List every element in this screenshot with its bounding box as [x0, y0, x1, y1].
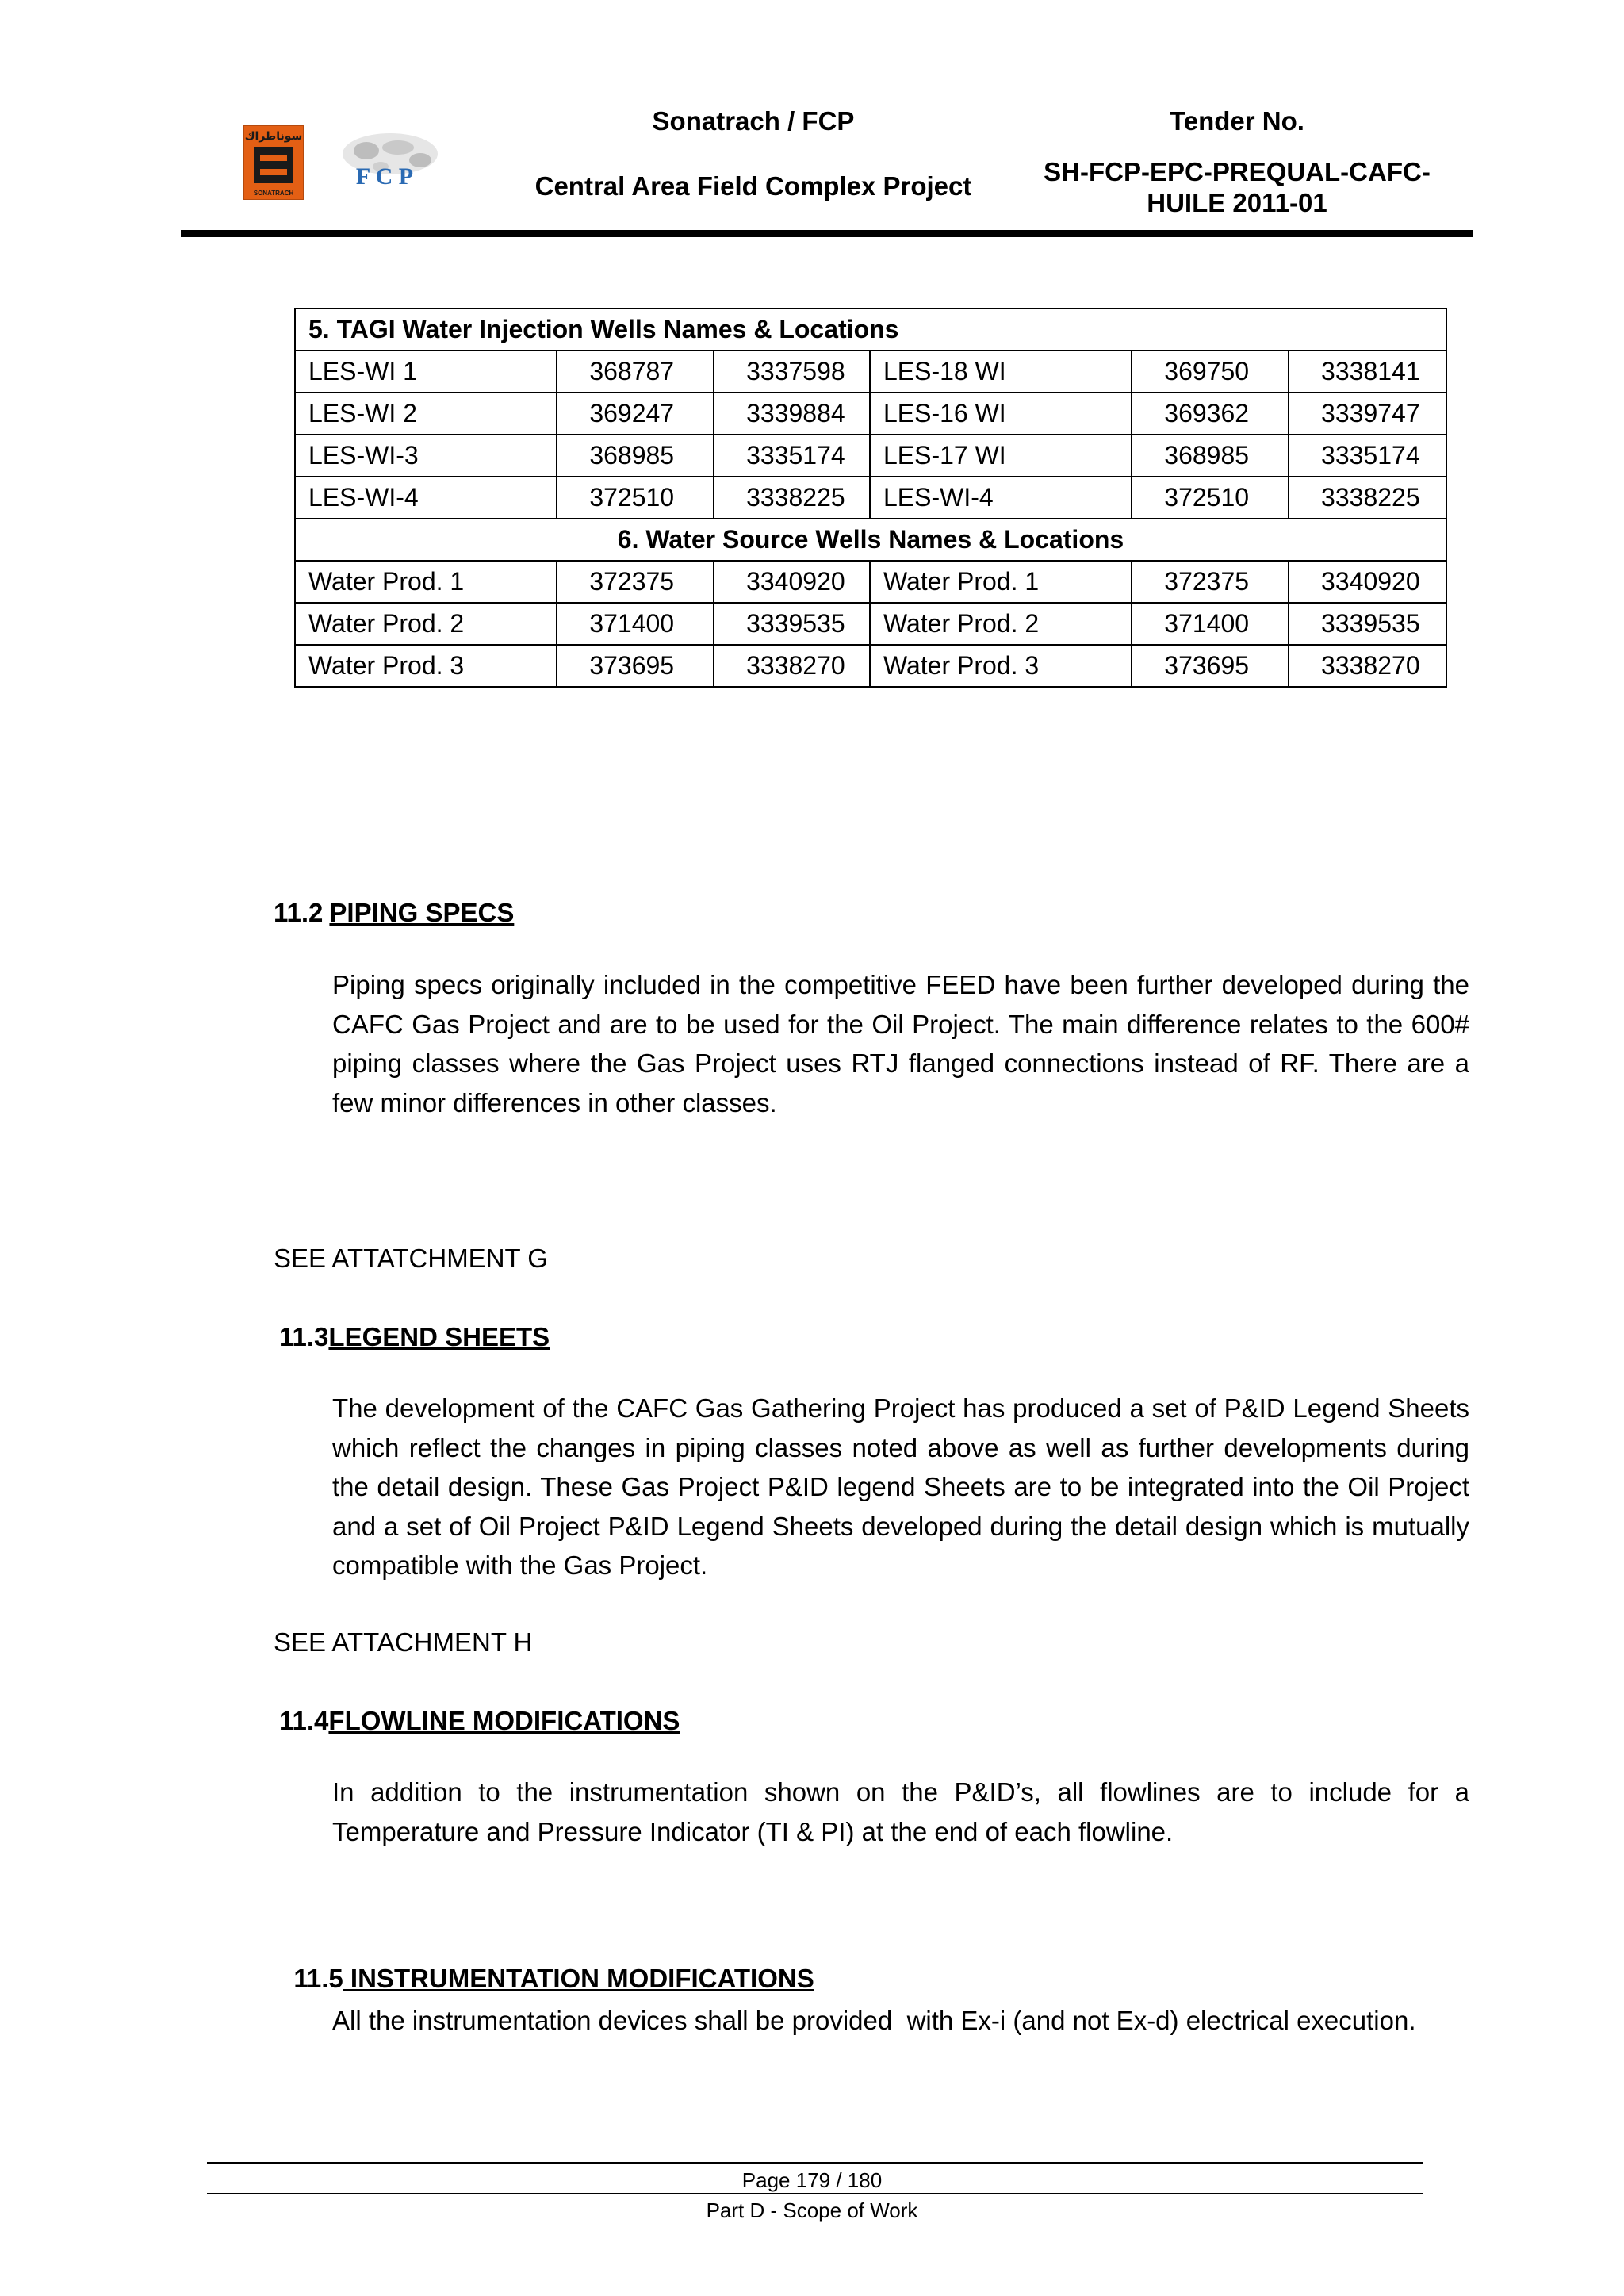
easting-cell: 369362 [1132, 393, 1289, 435]
footer-page-number: Page 179 / 180 [741, 2168, 883, 2192]
section-11-4-heading [279, 1706, 680, 1736]
easting-cell: 372375 [557, 561, 714, 603]
well-name-cell: LES-18 WI [870, 351, 1132, 393]
easting-cell: 371400 [1132, 603, 1289, 645]
well-name-cell: Water Prod. 3 [870, 645, 1132, 687]
northing-cell: 3335174 [714, 435, 870, 477]
well-name-cell: LES-WI-3 [295, 435, 557, 477]
northing-cell: 3339535 [714, 603, 870, 645]
header-tender-no-1: SH-FCP-EPC-PREQUAL-CAFC- [1044, 157, 1431, 186]
see-attachment-g: SEE ATTATCHMENT G [274, 1244, 548, 1273]
see-attachment-h: SEE ATTACHMENT H [274, 1627, 533, 1657]
northing-cell: 3335174 [1289, 435, 1446, 477]
sonatrach-logo-arabic: سوناطراك [244, 129, 303, 142]
easting-cell: 369750 [1132, 351, 1289, 393]
northing-cell: 3338270 [714, 645, 870, 687]
section-11-2-body: Piping specs originally included in the competitive FEED have been further developed during the CAFC Gas Project and are to be used for the Oil Project. The main difference relates to the 600# piping classes where the Gas Project uses RTJ flanged connections instead of RF. There are a few minor differences in other classes. [332, 970, 1469, 1117]
section-11-3-body: The development of the CAFC Gas Gathering Project has produced a set of P&ID Legend Sheets which reflect the changes in piping classes noted above as well as further developments during the detail design. These Gas Project P&ID legend Sheets are to be integrated into the Oil Project and a set of Oil Project P&ID Legend Sheets developed during the detail design which is mutually compatible with the Gas Project. [332, 1393, 1469, 1580]
well-name-cell: LES-WI 1 [295, 351, 557, 393]
section-11-3-heading [279, 1322, 550, 1352]
sonatrach-logo [243, 125, 304, 200]
table-section-5-header [295, 309, 1446, 351]
fcp-logo-text: F C P [355, 163, 414, 190]
northing-cell: 3338225 [714, 477, 870, 519]
easting-cell: 368787 [557, 351, 714, 393]
fcp-logo [325, 127, 444, 198]
well-name-cell: Water Prod. 1 [295, 561, 557, 603]
wells-table [294, 308, 1447, 688]
table-row [295, 477, 1446, 519]
table-row [295, 435, 1446, 477]
header-company: Sonatrach / FCP [652, 106, 855, 136]
table-section-6-header [295, 519, 1446, 561]
sonatrach-logo-word: SONATRACH [253, 190, 294, 197]
section-number: 11.3 [279, 1322, 329, 1351]
table-row [295, 561, 1446, 603]
well-name-cell: Water Prod. 3 [295, 645, 557, 687]
well-name-cell: LES-WI-4 [295, 477, 557, 519]
well-name-cell: LES-16 WI [870, 393, 1132, 435]
header-tender-label: Tender No. [1170, 106, 1304, 136]
header-divider [181, 230, 1473, 237]
northing-cell: 3339884 [714, 393, 870, 435]
table-row [295, 603, 1446, 645]
easting-cell: 369247 [557, 393, 714, 435]
easting-cell: 368985 [1132, 435, 1289, 477]
table-row [295, 393, 1446, 435]
section-number: 11.5 [293, 1964, 343, 1993]
well-name-cell: LES-17 WI [870, 435, 1132, 477]
northing-cell: 3340920 [1289, 561, 1446, 603]
northing-cell: 3338270 [1289, 645, 1446, 687]
section-11-4-body: In addition to the instrumentation shown on the P&ID’s, all flowlines are to include for a Temperature and Pressure Indicator (TI & PI) at the end of each flowline. [332, 1777, 1469, 1846]
section-11-2-heading [274, 898, 514, 928]
northing-cell: 3338225 [1289, 477, 1446, 519]
well-name-cell: Water Prod. 2 [870, 603, 1132, 645]
northing-cell: 3339747 [1289, 393, 1446, 435]
footer-rule-bottom [207, 2193, 1423, 2194]
easting-cell: 372375 [1132, 561, 1289, 603]
northing-cell: 3339535 [1289, 603, 1446, 645]
header-tender-no-2: HUILE 2011-01 [1147, 188, 1327, 217]
well-name-cell: Water Prod. 2 [295, 603, 557, 645]
well-name-cell: LES-WI-4 [870, 477, 1132, 519]
table-row [295, 645, 1446, 687]
easting-cell: 368985 [557, 435, 714, 477]
well-name-cell: Water Prod. 1 [870, 561, 1132, 603]
wells-table-body [295, 309, 1446, 687]
easting-cell: 373695 [1132, 645, 1289, 687]
table-row [295, 351, 1446, 393]
sonatrach-mark-icon [254, 147, 293, 183]
section-title: PIPING SPECS [329, 898, 515, 927]
northing-cell: 3338141 [1289, 351, 1446, 393]
section-11-5-body: All the instrumentation devices shall be provided with Ex-i (and not Ex-d) electrical execution. [332, 2006, 1416, 2035]
footer-part: Part D - Scope of Work [706, 2198, 918, 2222]
easting-cell: 371400 [557, 603, 714, 645]
section-title: LEGEND SHEETS [328, 1322, 550, 1351]
northing-cell: 3340920 [714, 561, 870, 603]
section-11-5-heading [279, 1934, 814, 1994]
section-title: FLOWLINE MODIFICATIONS [328, 1706, 680, 1735]
footer-rule-top [207, 2162, 1423, 2164]
easting-cell: 372510 [557, 477, 714, 519]
section-number: 11.4 [279, 1706, 329, 1735]
easting-cell: 373695 [557, 645, 714, 687]
table-section-title: 5. TAGI Water Injection Wells Names & Locations [295, 309, 1446, 351]
section-number: 11.2 [274, 898, 324, 927]
section-title: INSTRUMENTATION MODIFICATIONS [343, 1964, 814, 1993]
northing-cell: 3337598 [714, 351, 870, 393]
easting-cell: 372510 [1132, 477, 1289, 519]
well-name-cell: LES-WI 2 [295, 393, 557, 435]
header-project: Central Area Field Complex Project [534, 171, 972, 201]
table-section-title: 6. Water Source Wells Names & Locations [295, 519, 1446, 561]
